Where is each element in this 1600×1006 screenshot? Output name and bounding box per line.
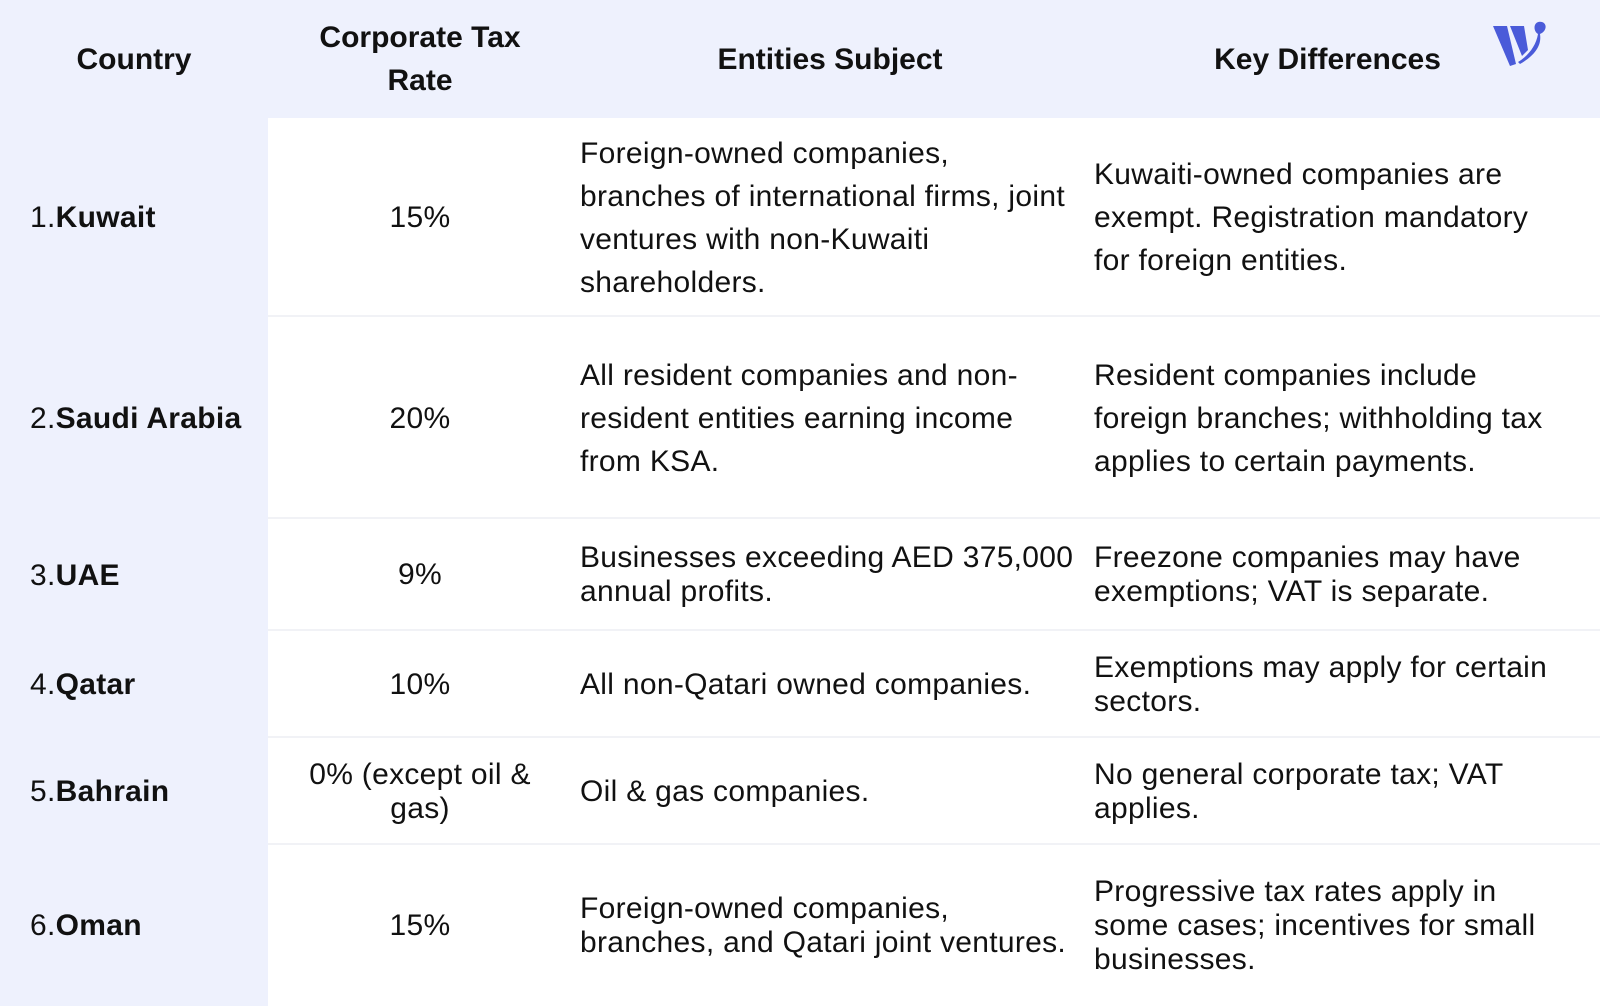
differences-cell: Freezone companies may have exemptions; VAT is separate. — [1094, 541, 1521, 608]
brand-logo-icon — [1490, 20, 1550, 70]
row-number: 4. — [30, 668, 56, 701]
country-cell — [30, 738, 268, 845]
differences-cell: Kuwaiti-owned companies are exempt. Registration mandatory for foreign entities. — [1094, 158, 1529, 277]
country-name: Oman — [55, 909, 142, 942]
table-row — [0, 631, 1600, 738]
differences-cell: No general corporate tax; VAT applies. — [1094, 757, 1503, 825]
tax-rate-cell: 15% — [389, 908, 451, 942]
header-country: Country — [76, 42, 192, 76]
country-name: Kuwait — [55, 201, 156, 234]
table-row — [0, 118, 1600, 317]
entities-cell: Foreign-owned companies, branches of international firms, joint ventures with non-Kuwaiti shareholders. — [580, 136, 1065, 299]
tax-rate-cell: 0% (except oil & gas) — [309, 757, 531, 825]
tax-rate-cell: 9% — [398, 558, 442, 591]
row-number: 6. — [30, 909, 56, 942]
entities-cell: Oil & gas companies. — [580, 774, 870, 808]
country-name: Qatar — [55, 668, 136, 701]
header-differences: Key Differences — [1214, 42, 1441, 76]
table-row — [0, 519, 1600, 631]
row-number: 2. — [30, 401, 56, 435]
header-tax-rate: Corporate Tax Rate — [319, 21, 521, 97]
entities-cell: All resident companies and non-resident entities earning income from KSA. — [580, 358, 1018, 478]
country-name: UAE — [55, 558, 120, 592]
entities-cell: All non-Qatari owned companies. — [580, 667, 1032, 701]
table-row — [0, 738, 1600, 845]
differences-cell: Exemptions may apply for certain sectors. — [1094, 650, 1548, 718]
country-cell — [30, 631, 268, 738]
country-cell — [30, 317, 268, 519]
table-row — [0, 317, 1600, 519]
tax-rate-cell: 10% — [389, 667, 451, 701]
country-name: Saudi Arabia — [55, 401, 242, 435]
table-row — [0, 845, 1600, 1006]
row-number: 1. — [30, 201, 56, 234]
differences-cell: Resident companies include foreign branches; withholding tax applies to certain payments. — [1094, 358, 1543, 478]
table-header — [0, 0, 1600, 118]
country-cell — [30, 118, 268, 317]
tax-rate-cell: 20% — [389, 401, 451, 435]
row-number: 5. — [30, 775, 56, 808]
row-number: 3. — [30, 558, 56, 592]
differences-cell: Progressive tax rates apply in some cases; incentives for small businesses. — [1094, 874, 1536, 976]
header-entities: Entities Subject — [717, 42, 943, 76]
tax-rate-cell: 15% — [389, 201, 451, 234]
country-cell — [30, 519, 268, 631]
entities-cell: Businesses exceeding AED 375,000 annual profits. — [580, 541, 1074, 608]
country-cell — [30, 845, 268, 1006]
entities-cell: Foreign-owned companies, branches, and Qatari joint ventures. — [580, 891, 1067, 959]
country-name: Bahrain — [55, 775, 170, 808]
